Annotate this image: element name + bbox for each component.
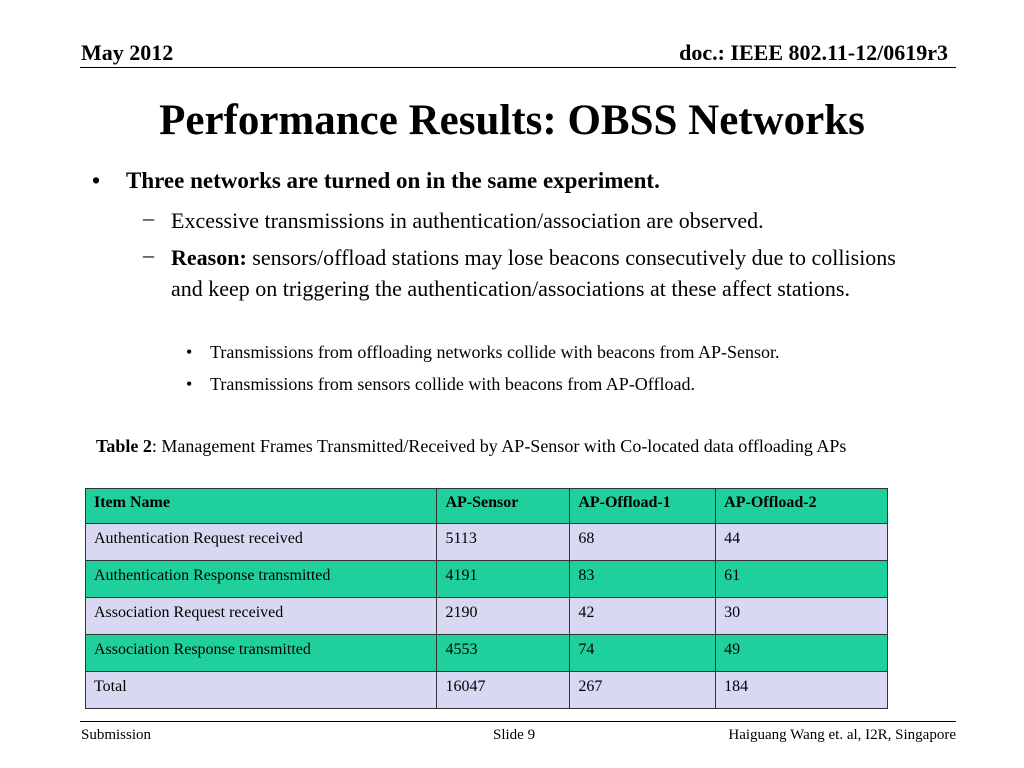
footer-rule	[80, 721, 956, 722]
table-cell: 42	[570, 598, 716, 635]
table-cell: 16047	[437, 672, 570, 709]
table-cell: 83	[570, 561, 716, 598]
table-row	[86, 598, 888, 635]
header-rule	[80, 67, 956, 68]
table-cell: 30	[716, 598, 888, 635]
table-row	[86, 672, 888, 709]
table-row	[86, 635, 888, 672]
table-cell: 44	[716, 524, 888, 561]
header-item-name: Item Name	[86, 489, 437, 524]
table-cell: 5113	[437, 524, 570, 561]
table-cell: 68	[570, 524, 716, 561]
table-cell: Association Response transmitted	[86, 635, 437, 672]
header-date: May 2012	[81, 40, 174, 65]
footer-submission: Submission	[81, 727, 152, 743]
footer-slide-number: Slide 9	[493, 727, 536, 743]
bullet-marker: •	[92, 168, 101, 193]
table-row	[86, 561, 888, 598]
caption-text: : Management Frames Transmitted/Received by AP-Sensor with Co-located data offloading APs	[151, 436, 847, 456]
header-ap-offload-2: AP-Offload-2	[716, 489, 888, 524]
reason-text: sensors/offload stations may lose beacons consecutively due to collisions and keep on triggering the authentication/associations at these affect stations.	[171, 245, 896, 301]
sub-bullet-2	[171, 242, 931, 304]
reason-label: Reason:	[171, 245, 247, 270]
table-cell: 267	[570, 672, 716, 709]
main-bullet-text: Three networks are turned on in the same experiment.	[126, 168, 660, 193]
dot-marker-1: •	[186, 342, 193, 362]
table-cell: Total	[86, 672, 437, 709]
table-cell: 4191	[437, 561, 570, 598]
slide-title: Performance Results: OBSS Networks	[159, 97, 865, 144]
dash-marker-1: –	[143, 205, 154, 230]
caption-label: Table 2	[96, 436, 152, 456]
table-cell: 49	[716, 635, 888, 672]
sub-sub-bullet-1: Transmissions from offloading networks collide with beacons from AP-Sensor.	[210, 342, 780, 362]
header-doc-id: doc.: IEEE 802.11-12/0619r3	[679, 40, 948, 65]
sub-bullet-1: Excessive transmissions in authentication/association are observed.	[171, 208, 764, 233]
table-row	[86, 524, 888, 561]
table-cell: 61	[716, 561, 888, 598]
table-header-row	[86, 489, 888, 524]
header-ap-offload-1: AP-Offload-1	[570, 489, 716, 524]
table-cell: 4553	[437, 635, 570, 672]
table-cell: 74	[570, 635, 716, 672]
dash-marker-2: –	[143, 242, 154, 267]
dot-marker-2: •	[186, 374, 193, 394]
table-cell: Authentication Request received	[86, 524, 437, 561]
header-ap-sensor: AP-Sensor	[437, 489, 570, 524]
management-frames-table	[85, 488, 888, 709]
table-cell: 184	[716, 672, 888, 709]
footer-authors: Haiguang Wang et. al, I2R, Singapore	[728, 727, 956, 743]
table-cell: Authentication Response transmitted	[86, 561, 437, 598]
table-caption	[96, 433, 876, 459]
table-cell: 2190	[437, 598, 570, 635]
table-cell: Association Request received	[86, 598, 437, 635]
sub-sub-bullet-2: Transmissions from sensors collide with beacons from AP-Offload.	[210, 374, 695, 394]
